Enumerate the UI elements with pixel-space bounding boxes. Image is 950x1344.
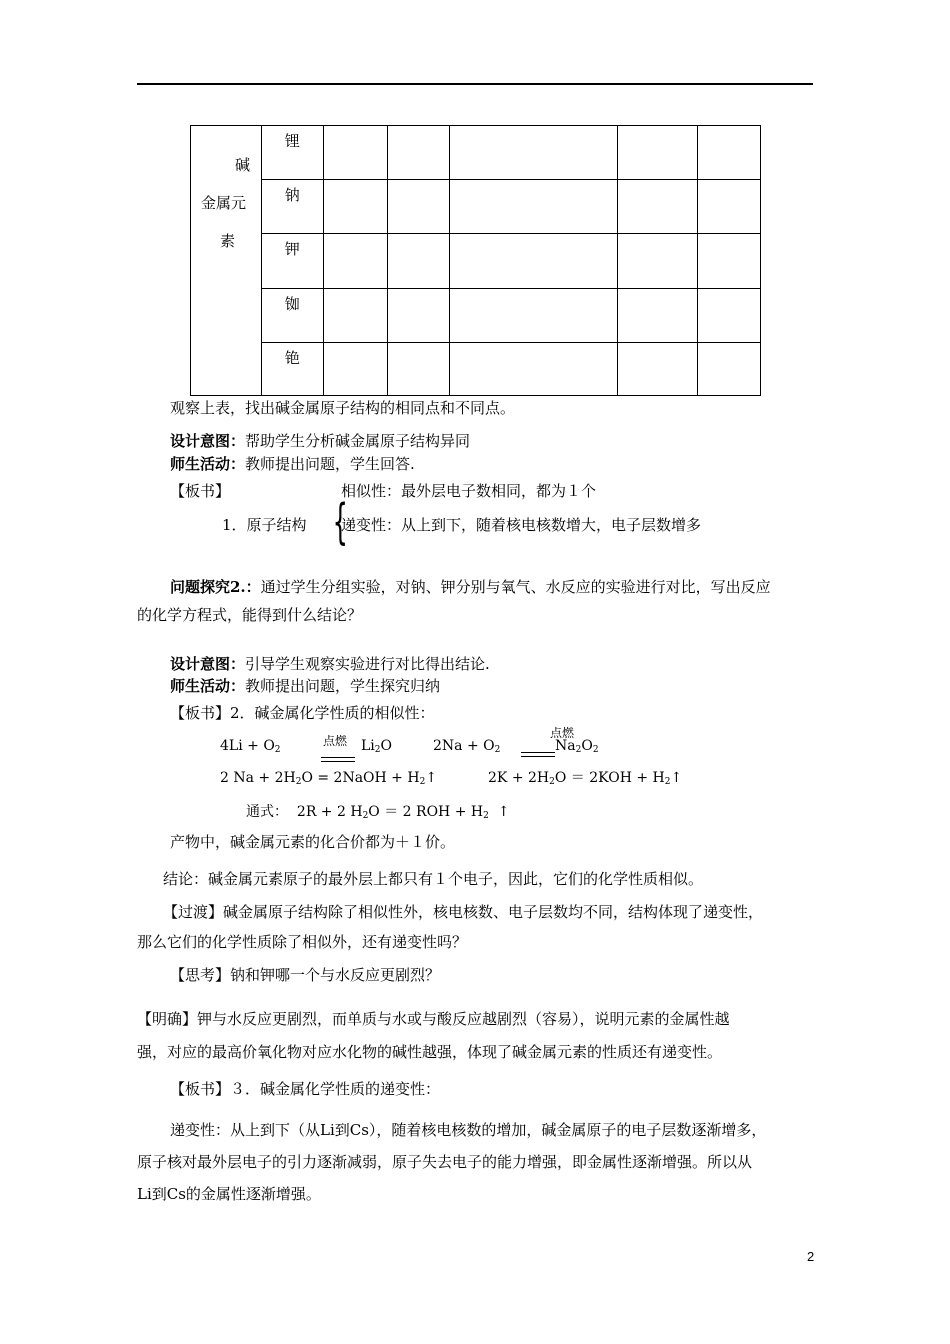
conclusion-text: 结论：碱金属元素原子的最外层上都只有１个电子，因此，它们的化学性质相似。 <box>163 870 704 888</box>
group-label: 金属元 <box>201 194 247 212</box>
double-line <box>521 752 555 757</box>
activity-2: 师生活动：教师提出问题，学生探究归纳 <box>170 677 441 695</box>
element-cell: 钠 <box>261 180 323 234</box>
double-line <box>321 757 355 762</box>
condition-label: 点燃 <box>323 734 348 748</box>
think-text: 【思考】钠和钾哪一个与水反应更剧烈？ <box>170 966 441 984</box>
product-na2o2: $Na_2O_2$ <box>555 738 599 755</box>
atomic-structure-label: 1．原子结构 <box>222 516 307 534</box>
condition-label: 点燃 <box>550 726 575 740</box>
gradual-paragraph-end: Li到Cs的金属性逐渐增强。 <box>137 1185 321 1203</box>
element-cell: 钾 <box>261 234 323 289</box>
element-cell: 铯 <box>261 343 323 396</box>
page-number: 2 <box>807 1249 815 1264</box>
gradual-paragraph: 递变性：从上到下（从Li到Cs），随着核电核数的增加，碱金属原子的电子层数逐渐增多， <box>170 1121 767 1139</box>
element-cell: 铷 <box>261 289 323 343</box>
element-cell: 锂 <box>261 126 323 180</box>
gradual-text: 递变性：从上到下，随着核电核数增大，电子层数增多 <box>341 516 702 534</box>
product-li2o: $Li_2O$ <box>361 738 392 755</box>
group-label: 素 <box>220 232 236 250</box>
transition-text: 【过渡】碱金属原子结构除了相似性外，核电核数、电子层数均不同，结构体现了递变性， <box>163 903 764 921</box>
equation-k-water: $2K + 2H_2O = 2KOH$ + $H_2↑$ <box>488 770 683 787</box>
transition-text-cont: 那么它们的化学性质除了相似外，还有递变性吗？ <box>137 933 468 951</box>
activity-1: 师生活动：教师提出问题，学生回答. <box>170 455 415 473</box>
brace-icon: { <box>332 494 348 550</box>
equation-li-o2: $4Li + O_2$ <box>220 738 281 755</box>
board-1-label: 【板书】 <box>170 482 231 500</box>
similarity-text: 相似性：最外层电子数相同，都为１个 <box>341 482 597 500</box>
design-intent-2: 设计意图：引导学生观察实验进行对比得出结论. <box>170 655 490 673</box>
board-2: 【板书】2．碱金属化学性质的相似性： <box>170 704 435 722</box>
equation-na-water: 2 $Na + 2H_2O$ = 2NaOH + $H_2↑$ <box>220 770 438 787</box>
observe-text: 观察上表，找出碱金属原子结构的相同点和不同点。 <box>170 399 516 417</box>
product-text: 产物中，碱金属元素的化合价都为＋１价。 <box>170 833 456 851</box>
gradual-paragraph-cont: 原子核对最外层电子的引力逐渐减弱，原子失去电子的能力增强，即金属性逐渐增强。所以从 <box>137 1153 753 1171</box>
equation-na-o2: $2Na + O_2$ <box>433 738 501 755</box>
clarify-text: 【明确】钾与水反应更剧烈，而单质与水或与酸反应越剧烈（容易），说明元素的金属性越 <box>137 1010 730 1028</box>
question-2-cont: 的化学方程式，能得到什么结论？ <box>137 606 363 624</box>
design-intent-1: 设计意图：帮助学生分析碱金属原子结构异同 <box>170 432 471 450</box>
question-2: 问题探究2.：通过学生分组实验，对钠、钾分别与氧气、水反应的实验进行对比，写出反应 <box>170 578 771 596</box>
group-label: 碱 <box>235 156 251 174</box>
alkali-metal-table <box>190 125 761 396</box>
clarify-text-cont: 强，对应的最高价氧化物对应水化物的碱性越强，体现了碱金属元素的性质还有递变性。 <box>137 1043 723 1061</box>
header-rule <box>137 83 813 85</box>
general-equation: 通式： 2R + 2 $H_2O = 2$ ROH + $H_2$ ↑ <box>246 804 510 821</box>
board-3: 【板书】３．碱金属化学性质的递变性： <box>170 1080 441 1098</box>
group-label-cell <box>191 126 262 396</box>
